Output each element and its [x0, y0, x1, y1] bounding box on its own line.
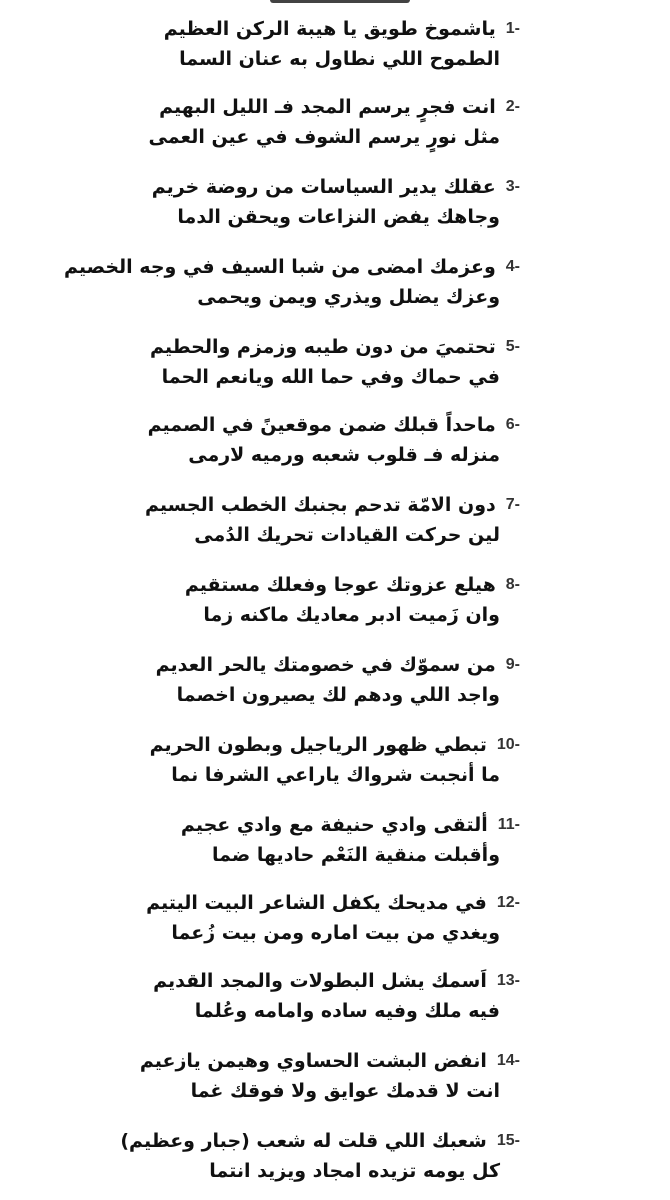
verse-first-hemistich	[140, 332, 520, 362]
verse-line-2: في حماك وفي حما الله ويانعم الحما	[161, 366, 500, 388]
verse-first-hemistich	[140, 92, 520, 122]
verse-first-hemistich	[140, 966, 520, 996]
verse	[0, 252, 670, 316]
verse-line-1: هيلع عزوتك عوجا وفعلك مستقيم	[184, 574, 496, 596]
verse-first-hemistich	[140, 490, 520, 520]
verse-first-hemistich	[63, 252, 520, 282]
verse-line-2: منزله فـ قلوب شعبه ورميه لارمى	[188, 444, 500, 466]
verse	[0, 172, 670, 236]
verse	[0, 730, 670, 794]
verse-first-hemistich	[140, 730, 520, 760]
verse-number: 11-	[497, 816, 520, 833]
verse-line-1: من سموّك في خصومتك يالحر العديم	[155, 654, 496, 676]
verse	[0, 1126, 670, 1190]
verse	[0, 410, 670, 474]
verse-line-2: واجد اللي ودهم لك يصيرون اخصما	[176, 684, 500, 706]
verse-line-1: انفض البشت الحساوي وهيمن يازعيم	[139, 1050, 487, 1072]
verse-line-2: كل يومه تزيده امجاد ويزيد انتما	[209, 1160, 500, 1182]
verse-number: 8-	[505, 576, 520, 593]
verse-line-2: لين حركت القيادات تحريك الدُمى	[194, 524, 500, 546]
verse-number: 9-	[505, 656, 520, 673]
verse-line-2: وجاهك يفض النزاعات ويحقن الدما	[177, 206, 500, 228]
verse	[0, 1046, 670, 1110]
verse-line-2: وعزك يضلل ويذري ويمن ويحمى	[197, 286, 500, 308]
verse-first-hemistich	[140, 172, 520, 202]
verse-first-hemistich	[140, 1046, 520, 1076]
verse-line-1: وعزمك امضى من شبا السيف في وجه الخصيم	[63, 256, 496, 278]
verse-line-1: انت فجرٍ يرسم المجد فـ الليل البهيم	[159, 96, 496, 118]
verse	[0, 810, 670, 874]
verse-first-hemistich	[140, 810, 520, 840]
verse-number: 3-	[505, 178, 520, 195]
verse-first-hemistich	[140, 888, 520, 918]
verse-line-1: دون الامّة تدحم بجنبك الخطب الجسيم	[144, 494, 496, 516]
verse-line-1: ياشموخ طويق يا هيبة الركن العظيم	[163, 18, 496, 40]
verse	[0, 332, 670, 396]
verse-number: 5-	[505, 338, 520, 355]
verse	[0, 650, 670, 714]
verse-line-1: تحتميَ من دون طيبه وزمزم والحطيم	[150, 336, 496, 358]
verse-number: 10-	[496, 736, 520, 753]
verse-first-hemistich	[140, 570, 520, 600]
verse-number: 14-	[496, 1052, 520, 1069]
verse-line-2: ويغدي من بيت اماره ومن بيت زُعما	[171, 922, 500, 944]
verse-first-hemistich	[140, 14, 520, 44]
verse-line-1: في مديحك يكفل الشاعر البيت اليتيم	[146, 892, 487, 914]
verse	[0, 92, 670, 156]
verse-number: 7-	[505, 496, 520, 513]
verse-line-1: شعبك اللي قلت له شعب (جبار وعظيم)	[120, 1130, 487, 1152]
verse-line-1: ألتقى وادي حنيفة مع وادي عجيم	[180, 814, 488, 836]
verse-number: 1-	[505, 20, 520, 37]
verse-first-hemistich	[140, 650, 520, 680]
verse-line-1: ماحداً قبلك ضمن موقعينً في الصميم	[147, 414, 496, 436]
verse-number: 12-	[496, 894, 520, 911]
verse-line-2: ما أنجبت شرواك ياراعي الشرفا نما	[171, 764, 500, 786]
verse	[0, 14, 670, 78]
verse-number: 2-	[505, 98, 520, 115]
verse-line-2: انت لا قدمك عوايق ولا فوقك غما	[190, 1080, 500, 1102]
verse-line-1: اَسمك يشل البطولات والمجد القديم	[153, 970, 487, 992]
verse	[0, 490, 670, 554]
verse	[0, 570, 670, 634]
verse-number: 13-	[496, 972, 520, 989]
verse-line-1: عقلك يدير السياسات من روضة خريم	[151, 176, 496, 198]
verse-line-2: وان زَميت ادبر معاديك ماكنه زما	[203, 604, 500, 626]
verse-line-2: مثل نورٍ يرسم الشوف في عين العمى	[148, 126, 500, 148]
verse-number: 15-	[496, 1132, 520, 1149]
verse-first-hemistich	[140, 410, 520, 440]
verse	[0, 966, 670, 1030]
verse-line-2: الطموح اللي نطاول به عنان السما	[179, 48, 500, 70]
verse-line-2: وأقبلت منقية النَعْم حاديها ضما	[212, 844, 500, 866]
verse	[0, 888, 670, 952]
verse-number: 4-	[505, 258, 520, 275]
verse-first-hemistich	[120, 1126, 520, 1156]
verse-number: 6-	[505, 416, 520, 433]
verse-line-2: فيه ملك وفيه ساده وامامه وعُلما	[194, 1000, 500, 1022]
verse-line-1: تبطي ظهور الرياجيل وبطون الحريم	[149, 734, 487, 756]
